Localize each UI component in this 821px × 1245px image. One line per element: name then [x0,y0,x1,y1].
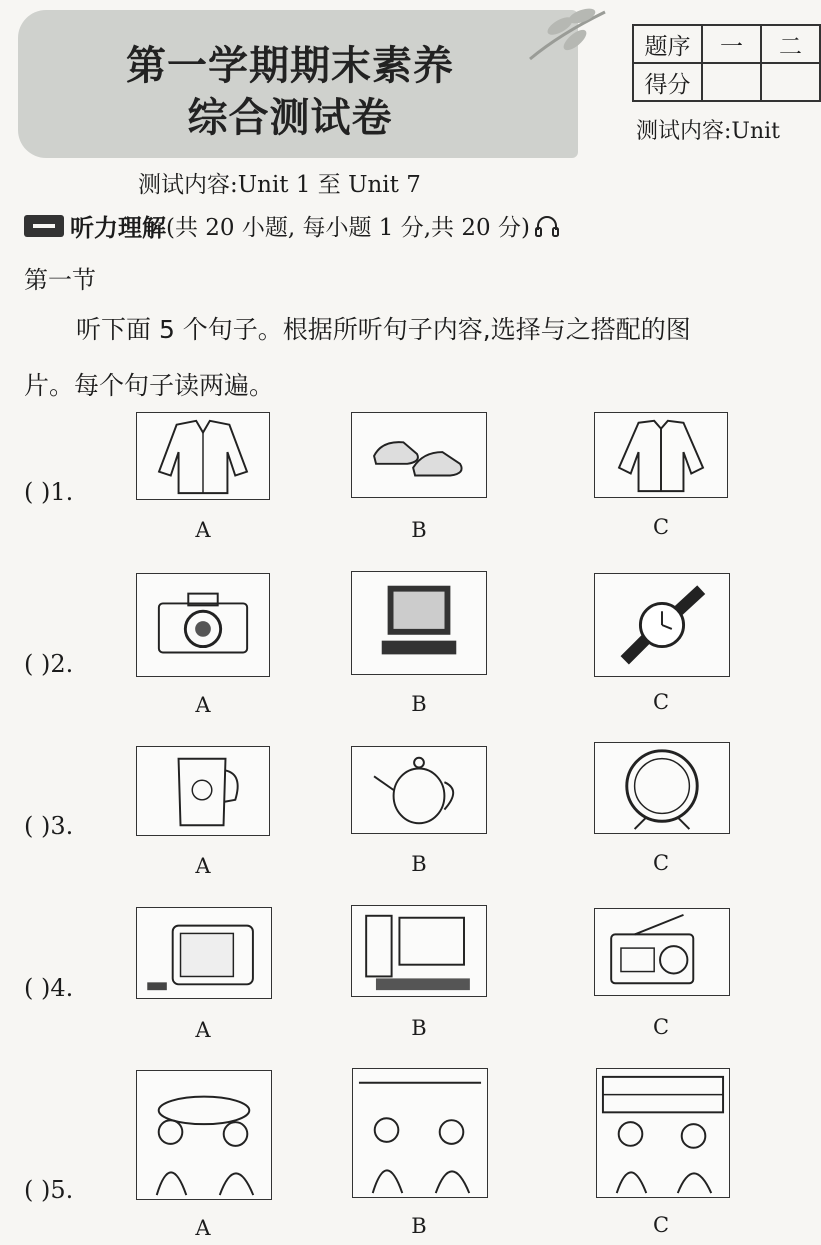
option-4c-radio-image[interactable] [594,908,730,996]
question-4-number[interactable]: ( )4. [24,974,74,1002]
option-2a-camera-image[interactable] [136,573,270,677]
headphones-icon [534,214,560,238]
option-1b-label: B [411,518,427,542]
option-3b-teapot-image[interactable] [351,746,487,834]
instructions: 听下面 5 个句子。根据所听句子内容,选择与之搭配的图片。每个句子读两遍。 [24,315,691,400]
option-5b-bus-scene-image[interactable] [352,1068,488,1198]
question-2-number[interactable]: ( )2. [24,650,74,678]
subsection-heading: 第一节 [24,266,96,294]
option-3c-plate-image[interactable] [594,742,730,834]
option-5b-label: B [411,1214,427,1238]
option-2c-watch-image[interactable] [594,573,730,677]
option-5c-library-scene-image[interactable] [596,1068,730,1198]
option-1a-shirt-image[interactable] [136,412,270,500]
option-5a-label: A [195,1216,211,1240]
option-2b-computer-image[interactable] [351,571,487,675]
score-cell-2[interactable] [761,63,820,101]
option-3b-label: B [411,852,427,876]
option-2b-label: B [411,692,427,716]
score-table [632,24,821,102]
option-1a-label: A [195,518,211,542]
right-content-note: 测试内容:Unit [636,119,780,144]
section-detail: (共 20 小题, 每小题 1 分,共 20 分) [166,215,530,241]
option-4b-desktop-computer-image[interactable] [351,905,487,997]
option-4c-label: C [652,1015,670,1039]
score-table-col-1: 一 [702,25,761,63]
question-5-number[interactable]: ( )5. [24,1176,74,1204]
option-1c-label: C [652,515,670,539]
section-title: 听力理解 [70,214,166,242]
question-3-number[interactable]: ( )3. [24,812,74,840]
score-table-row-label: 得分 [633,63,702,101]
page-title-line2: 综合测试卷 [187,95,393,141]
question-1-number[interactable]: ( )1. [24,478,74,506]
option-1b-shoes-image[interactable] [351,412,487,498]
score-cell-1[interactable] [702,63,761,101]
option-2c-label: C [652,690,670,714]
option-4a-label: A [195,1018,211,1042]
option-5c-label: C [652,1213,670,1237]
option-3a-label: A [195,854,211,878]
option-3c-label: C [652,851,670,875]
score-table-header: 题序 [633,25,702,63]
section-heading [24,208,560,243]
option-2a-label: A [195,693,211,717]
option-5a-restaurant-scene-image[interactable] [136,1070,272,1200]
option-3a-mug-image[interactable] [136,746,270,836]
page-title-line1: 第一学期期末素养 [126,43,454,89]
content-range: 测试内容:Unit 1 至 Unit 7 [138,172,421,198]
option-4a-television-image[interactable] [136,907,272,999]
option-4b-label: B [411,1016,427,1040]
section-number-badge [24,215,64,237]
option-1c-jacket-image[interactable] [594,412,728,498]
score-table-col-2: 二 [761,25,820,63]
